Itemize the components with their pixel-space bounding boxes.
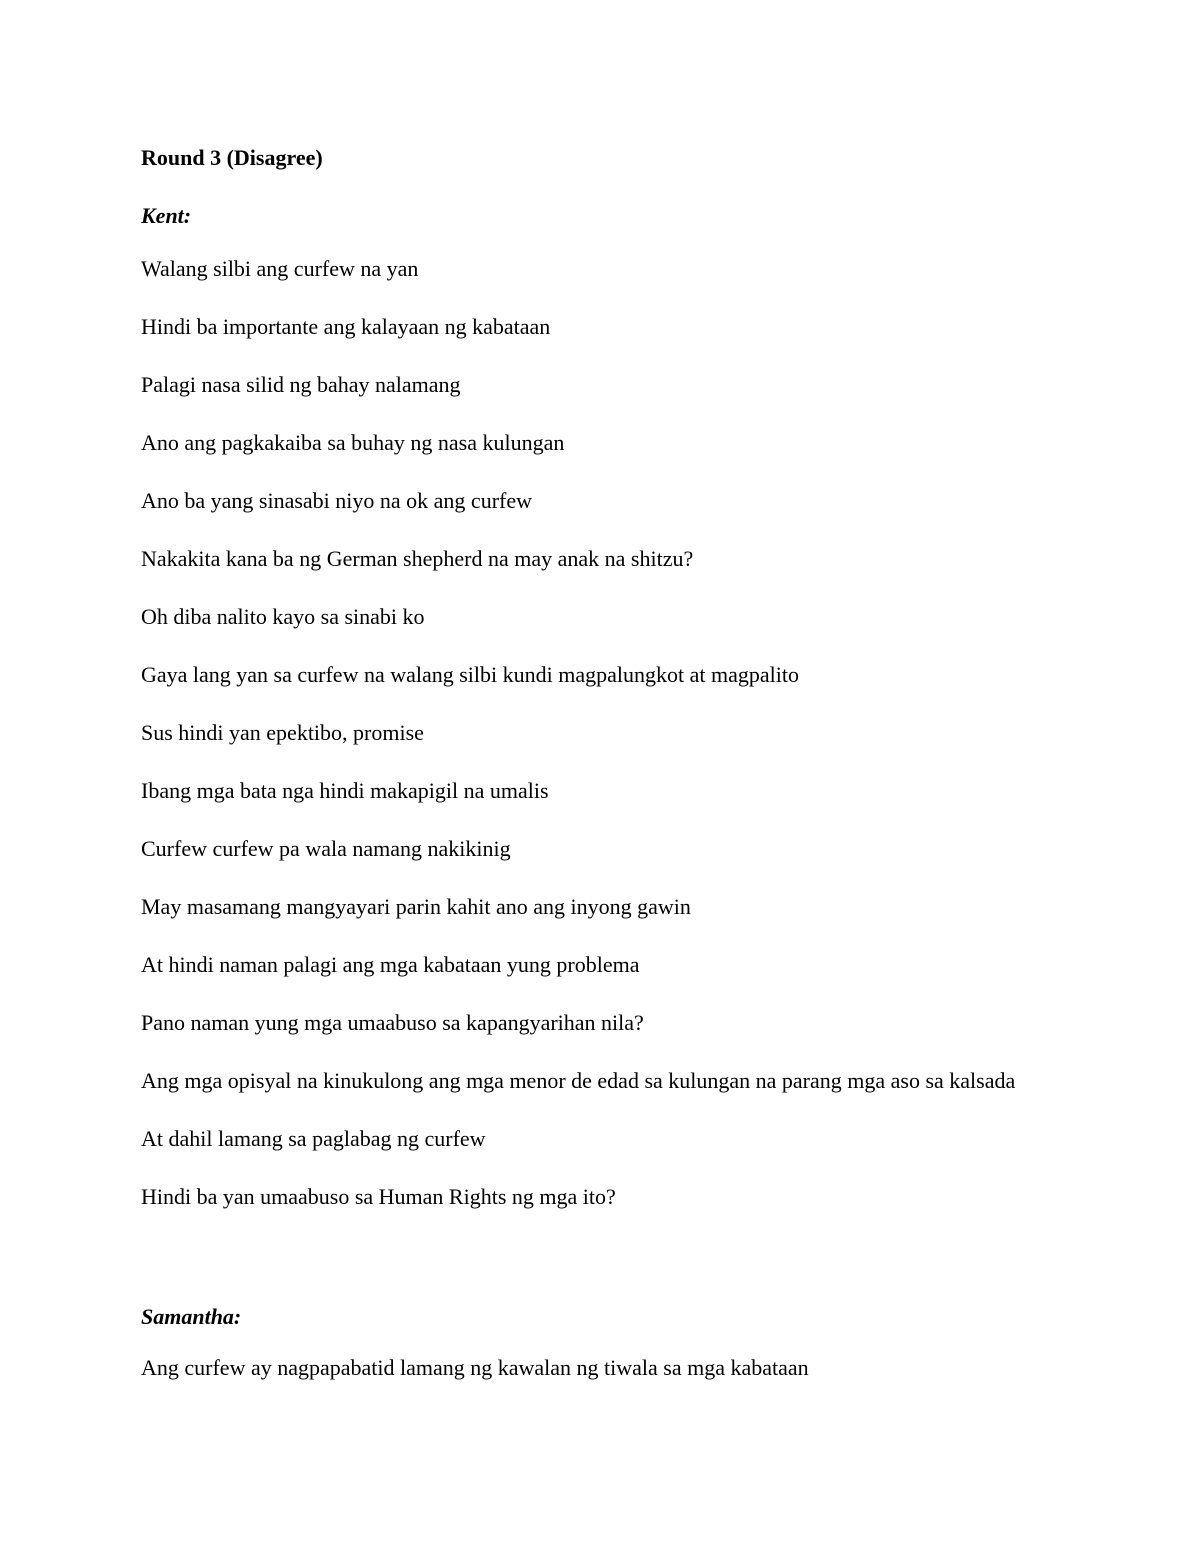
round-heading: Round 3 (Disagree) bbox=[141, 145, 323, 170]
dialogue-line: Palagi nasa silid ng bahay nalamang bbox=[141, 372, 461, 397]
speaker-samantha: Samantha: bbox=[141, 1304, 242, 1329]
dialogue-line: Oh diba nalito kayo sa sinabi ko bbox=[141, 604, 425, 629]
dialogue-line: Curfew curfew pa wala namang nakikinig bbox=[141, 836, 511, 861]
dialogue-line: Walang silbi ang curfew na yan bbox=[141, 256, 419, 281]
dialogue-line: Hindi ba yan umaabuso sa Human Rights ng mga ito? bbox=[141, 1184, 616, 1209]
dialogue-line: May masamang mangyayari parin kahit ano ang inyong gawin bbox=[141, 894, 691, 919]
dialogue-line: Ibang mga bata nga hindi makapigil na umalis bbox=[141, 778, 549, 803]
dialogue-line: Ano ang pagkakaiba sa buhay ng nasa kulungan bbox=[141, 430, 565, 455]
speaker-kent: Kent: bbox=[141, 203, 192, 228]
kent-lines bbox=[141, 254, 1041, 1240]
dialogue-line: Ang mga opisyal na kinukulong ang mga menor de edad sa kulungan na parang mga aso sa kalsada bbox=[141, 1068, 1016, 1093]
dialogue-line: Sus hindi yan epektibo, promise bbox=[141, 720, 424, 745]
dialogue-line: Hindi ba importante ang kalayaan ng kabataan bbox=[141, 314, 551, 339]
dialogue-line: Ano ba yang sinasabi niyo na ok ang curfew bbox=[141, 488, 533, 513]
dialogue-line: Pano naman yung mga umaabuso sa kapangyarihan nila? bbox=[141, 1010, 644, 1035]
dialogue-line: Gaya lang yan sa curfew na walang silbi kundi magpalungkot at magpalito bbox=[141, 662, 799, 687]
dialogue-line: At hindi naman palagi ang mga kabataan yung problema bbox=[141, 952, 640, 977]
samantha-lines bbox=[141, 1353, 1041, 1411]
dialogue-line: Ang curfew ay nagpapabatid lamang ng kawalan ng tiwala sa mga kabataan bbox=[141, 1355, 809, 1380]
dialogue-line: Nakakita kana ba ng German shepherd na may anak na shitzu? bbox=[141, 546, 694, 571]
dialogue-line: At dahil lamang sa paglabag ng curfew bbox=[141, 1126, 486, 1151]
